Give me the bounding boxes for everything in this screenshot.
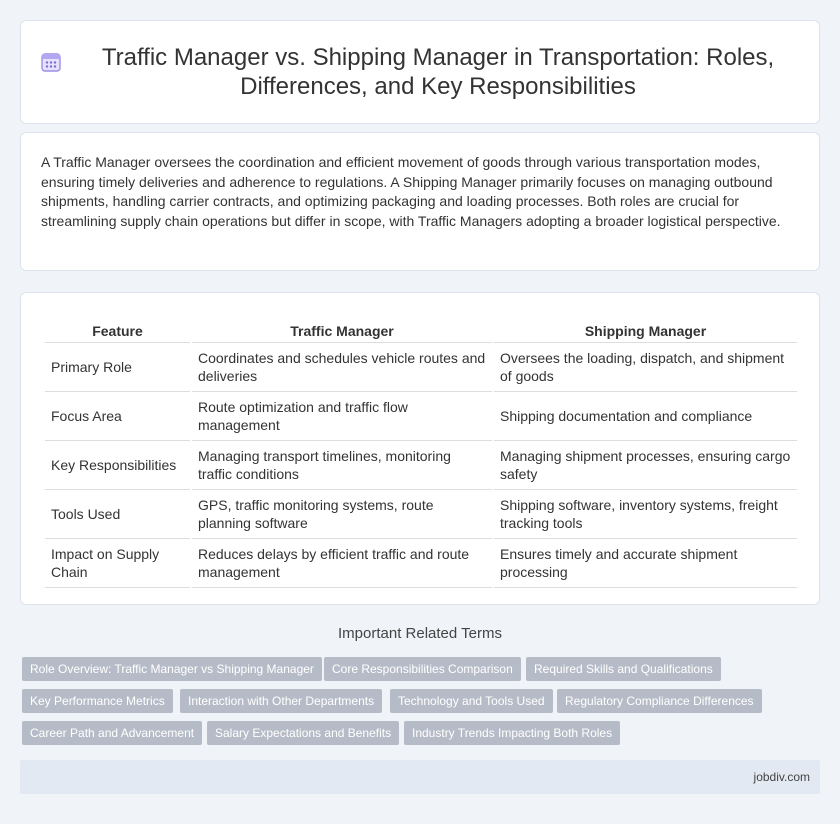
header-traffic-manager: Traffic Manager xyxy=(192,313,492,343)
intro-paragraph: A Traffic Manager oversees the coordination and efficient movement of goods through various transportation modes, ensuring timely deliveries and adherence to regulations. A Shipping Manager primarily focuses on managing outbound shipments, handling carrier contracts, and optimizing packaging and loading processes. Both roles are crucial for streamlining supply chain operations but differ in scope, with Traffic Managers adopting a broader logistical perspective. xyxy=(41,154,781,229)
title-card xyxy=(20,20,820,124)
related-terms-title: Important Related Terms xyxy=(338,625,502,642)
related-tag[interactable]: Key Performance Metrics xyxy=(22,689,173,713)
traffic-manager-cell: Managing transport timelines, monitoring traffic conditions xyxy=(192,441,492,490)
feature-cell: Primary Role xyxy=(45,343,190,392)
feature-cell: Key Responsibilities xyxy=(45,441,190,490)
shipping-manager-cell: Oversees the loading, dispatch, and shipment of goods xyxy=(494,343,797,392)
related-tag[interactable]: Career Path and Advancement xyxy=(22,721,202,745)
related-tag[interactable]: Industry Trends Impacting Both Roles xyxy=(404,721,620,745)
shipping-manager-cell: Shipping software, inventory systems, freight tracking tools xyxy=(494,490,797,539)
calendar-grid-icon xyxy=(40,51,62,73)
related-tag[interactable]: Salary Expectations and Benefits xyxy=(207,721,399,745)
related-tag[interactable]: Required Skills and Qualifications xyxy=(526,657,721,681)
feature-cell: Tools Used xyxy=(45,490,190,539)
traffic-manager-cell: GPS, traffic monitoring systems, route planning software xyxy=(192,490,492,539)
related-tag[interactable]: Regulatory Compliance Differences xyxy=(557,689,762,713)
traffic-manager-cell: Reduces delays by efficient traffic and route management xyxy=(192,539,492,588)
traffic-manager-cell: Coordinates and schedules vehicle routes and deliveries xyxy=(192,343,492,392)
title-wrap xyxy=(40,43,800,101)
page-title: Traffic Manager vs. Shipping Manager in Transportation: Roles, Differences, and Key Responsibilities xyxy=(101,44,775,100)
table-row xyxy=(45,539,797,588)
feature-cell: Focus Area xyxy=(45,392,190,441)
header-shipping-manager: Shipping Manager xyxy=(494,313,797,343)
shipping-manager-cell: Managing shipment processes, ensuring cargo safety xyxy=(494,441,797,490)
footer-site-link[interactable]: jobdiv.com xyxy=(753,770,810,784)
table-row xyxy=(45,392,797,441)
traffic-manager-cell: Route optimization and traffic flow management xyxy=(192,392,492,441)
table-row xyxy=(45,441,797,490)
related-tag[interactable]: Role Overview: Traffic Manager vs Shipping Manager xyxy=(22,657,322,681)
feature-cell: Impact on Supply Chain xyxy=(45,539,190,588)
related-tag[interactable]: Technology and Tools Used xyxy=(390,689,553,713)
table-card xyxy=(20,292,820,605)
shipping-manager-cell: Ensures timely and accurate shipment processing xyxy=(494,539,797,588)
related-tag[interactable]: Core Responsibilities Comparison xyxy=(324,657,521,681)
intro-card xyxy=(20,132,820,271)
footer xyxy=(20,760,820,794)
table-row xyxy=(45,343,797,392)
table-header-row xyxy=(45,313,797,343)
table-row xyxy=(45,490,797,539)
comparison-table xyxy=(43,313,799,588)
header-feature: Feature xyxy=(45,313,190,343)
related-tag[interactable]: Interaction with Other Departments xyxy=(180,689,382,713)
shipping-manager-cell: Shipping documentation and compliance xyxy=(494,392,797,441)
